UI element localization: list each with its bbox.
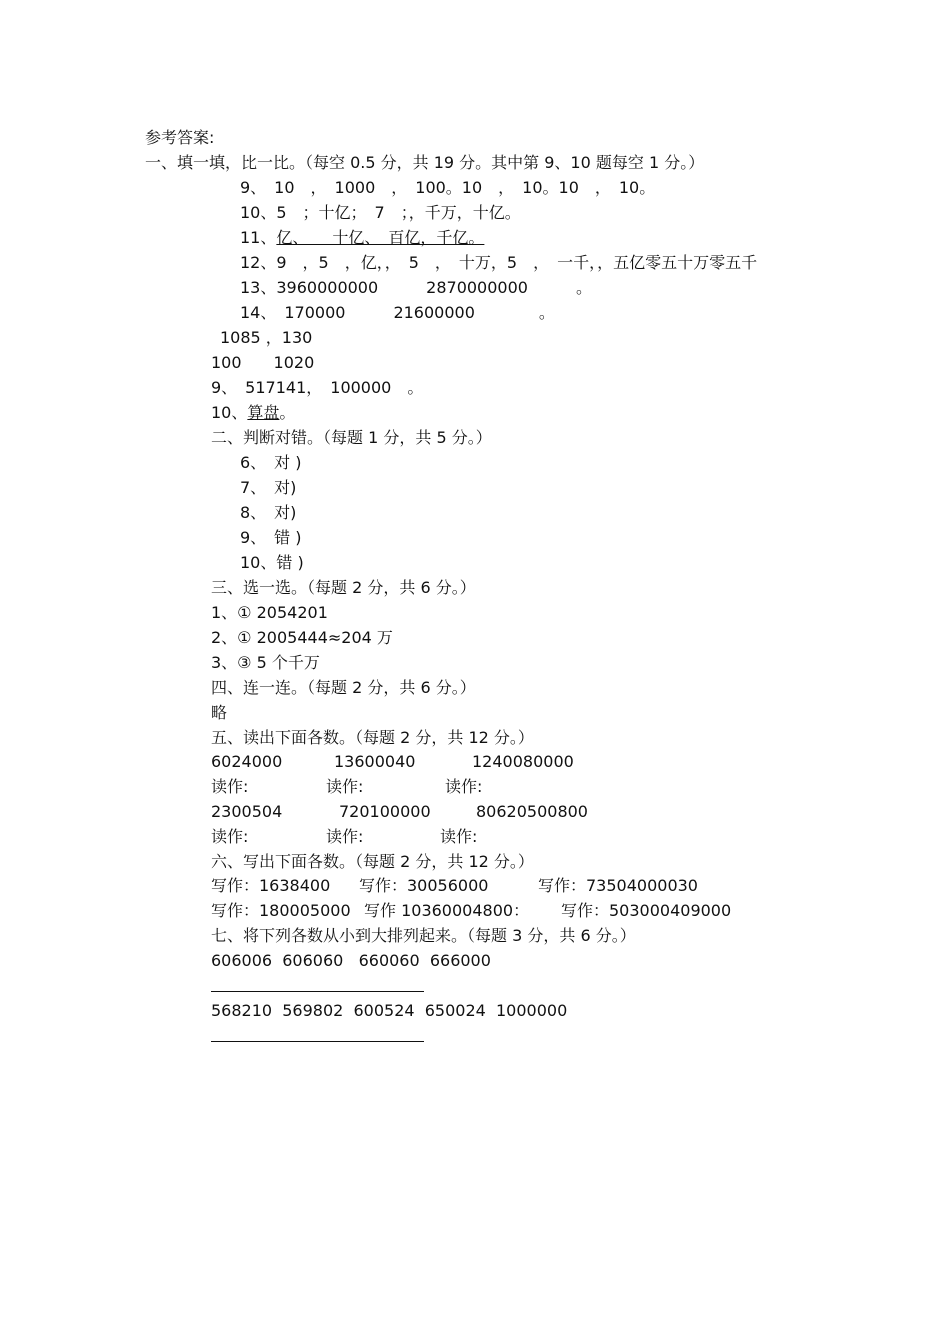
s1-extra-2: 100 1020 [211, 353, 315, 372]
s6-write: 写作：503000409000 [561, 901, 732, 920]
s5-number: 6024000 [211, 752, 283, 771]
s2-item: 8、 对) [240, 503, 297, 522]
s3-item: 2、① 2005444≈204 万 [211, 628, 393, 647]
s6-write: 写作 10360004800： [364, 901, 530, 920]
s2-item: 9、 错 ) [240, 528, 302, 547]
s7-list-2: 568210 569802 600524 650024 1000000 [211, 1001, 568, 1020]
s4-note: 略 [211, 703, 228, 722]
section-7-heading: 七、将下列各数从小到大排列起来。（每题 3 分，共 6 分。） [211, 926, 636, 945]
s6-write: 写作：30056000 [359, 876, 489, 895]
s2-item: 10、错 ) [240, 553, 304, 572]
section-2-heading: 二、判断对错。（每题 1 分，共 5 分。） [211, 428, 492, 447]
s3-item: 3、③ 5 个千万 [211, 653, 320, 672]
s1-q12: 12、9 ，5 ，亿，， 5 ， 十万，5 ， 一千，，五亿零五十万零五千 [240, 253, 758, 272]
s1-q10b-number: 10、 [211, 403, 248, 422]
s5-read-label: 读作: [211, 827, 249, 846]
s1-q10b-answer: 算盘 [247, 403, 280, 422]
s5-read-label: 读作: [326, 777, 364, 796]
s1-extra-1: 1085 ，130 [220, 328, 313, 347]
s6-write: 写作：180005000 [211, 901, 351, 920]
s1-q10b-end: 。 [279, 403, 296, 422]
s1-q11 [240, 228, 484, 248]
s6-write: 写作：1638400 [211, 876, 331, 895]
s5-read-label: 读作: [445, 777, 483, 796]
section-1-heading: 一、填一填，比一比。（每空 0.5 分，共 19 分。其中第 9、10 题每空 1 分。） [145, 153, 705, 172]
s5-number: 13600040 [334, 752, 416, 771]
s5-read-label: 读作: [211, 777, 249, 796]
s5-read-label: 读作: [326, 827, 364, 846]
section-5-heading: 五、读出下面各数。（每题 2 分，共 12 分。） [211, 728, 534, 747]
section-4-heading: 四、连一连。（每题 2 分，共 6 分。） [211, 678, 476, 697]
s1-q11-number: 11、 [240, 228, 277, 247]
s6-write: 写作：73504000030 [538, 876, 698, 895]
section-3-heading: 三、选一选。（每题 2 分，共 6 分。） [211, 578, 476, 597]
s1-q14: 14、 170000 21600000 。 [240, 303, 555, 322]
s7-list-1: 606006 606060 660060 666000 [211, 951, 491, 970]
answer-line-1 [211, 991, 424, 992]
s1-q9b: 9、 517141， 100000 。 [211, 378, 424, 397]
answer-line-2 [211, 1041, 424, 1042]
s1-q13: 13、3960000000 2870000000 。 [240, 278, 592, 297]
s3-item: 1、① 2054201 [211, 603, 328, 622]
s5-read-label: 读作: [440, 827, 478, 846]
s2-item: 7、 对) [240, 478, 297, 497]
s5-number: 2300504 [211, 802, 283, 821]
s5-number: 80620500800 [476, 802, 588, 821]
s1-q10b [211, 403, 295, 423]
section-6-heading: 六、写出下面各数。（每题 2 分，共 12 分。） [211, 852, 534, 871]
s2-item: 6、 对 ) [240, 453, 302, 472]
s5-number: 1240080000 [472, 752, 574, 771]
page-title: 参考答案: [145, 128, 215, 147]
s5-number: 720100000 [339, 802, 431, 821]
s1-q10: 10、5 ；十亿； 7 ；，千万，十亿。 [240, 203, 521, 222]
s1-q9: 9、 10 ， 1000 ， 100。10 ， 10。10 ， 10。 [240, 178, 656, 197]
s1-q11-answer: 亿、 十亿、 百亿，千亿。 [276, 228, 485, 247]
